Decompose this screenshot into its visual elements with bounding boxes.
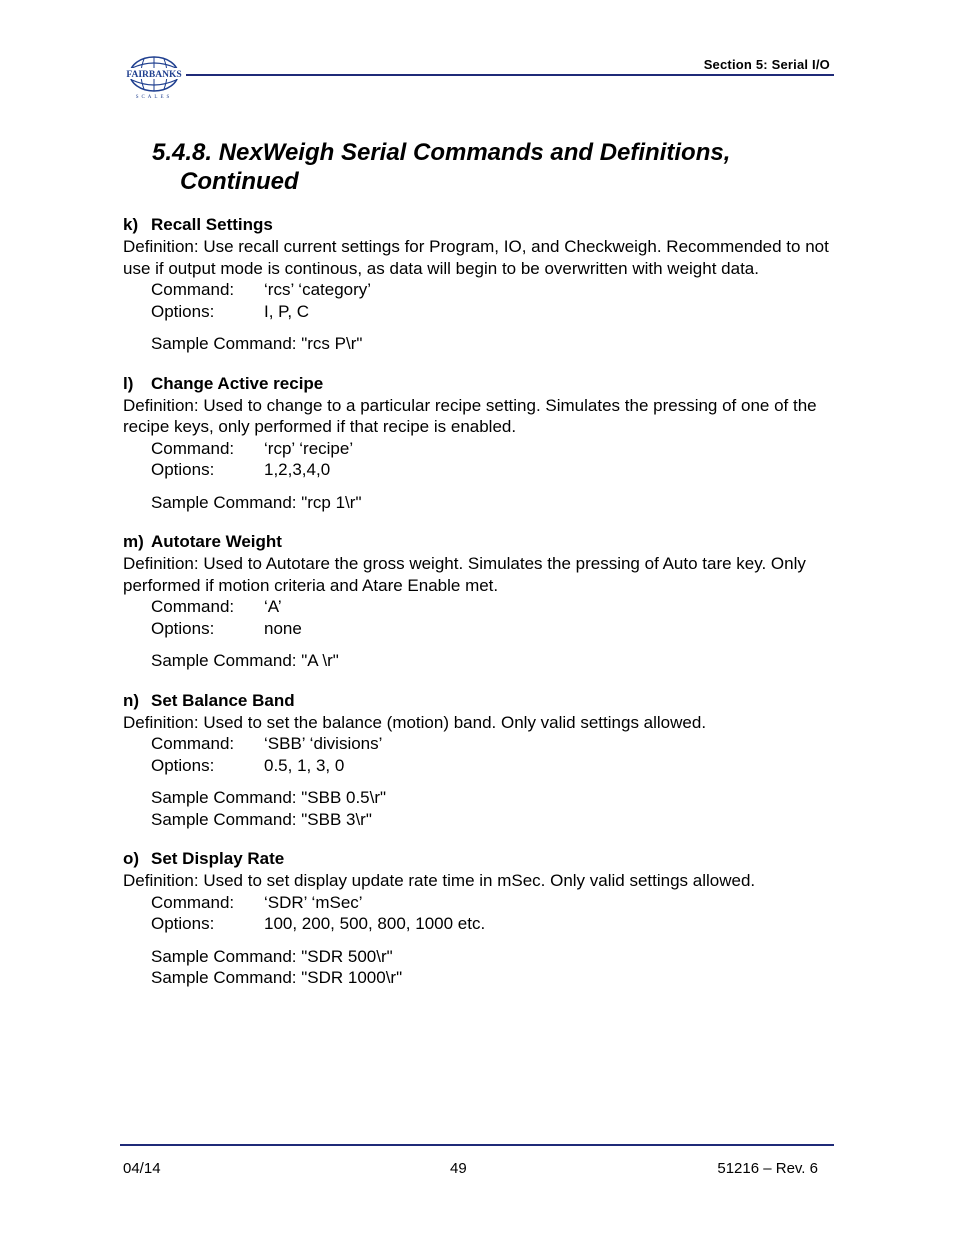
command-label: Command: xyxy=(151,438,235,458)
title-line-1: 5.4.8. NexWeigh Serial Commands and Definitions, xyxy=(152,139,731,166)
command-value: ‘A’ xyxy=(264,597,282,616)
command-value: ‘SBB’ ‘divisions’ xyxy=(264,734,383,753)
sample-command: Sample Command: "SBB 3\r" xyxy=(151,809,372,829)
item-definition: Definition: Used to set display update rate time in mSec. Only valid settings allowed. xyxy=(123,871,756,890)
command-label: Command: xyxy=(151,597,235,616)
header-rule xyxy=(186,74,834,76)
item-change-active-recipe xyxy=(123,373,843,514)
item-letter: k) xyxy=(123,215,139,234)
content xyxy=(123,214,843,989)
logo-subtext: SCALES xyxy=(135,95,173,100)
footer-rule xyxy=(120,1144,834,1146)
sample-command: Sample Command: "SBB 0.5\r" xyxy=(151,788,387,807)
item-heading xyxy=(123,214,843,236)
document-number: 51216 – Rev. 6 xyxy=(717,1160,818,1177)
footer-date: 04/14 xyxy=(123,1160,161,1177)
item-set-display-rate xyxy=(123,848,843,989)
samples xyxy=(123,650,843,672)
fairbanks-logo xyxy=(122,54,186,100)
item-definition: Definition: Used to set the balance (motion) band. Only valid settings allowed. xyxy=(123,712,707,732)
item-title: Autotare Weight xyxy=(151,532,282,551)
item-set-balance-band xyxy=(123,690,843,831)
item-definition: Definition: Used to Autotare the gross weight. Simulates the pressing of Auto tare key. Only performed if motion criteria and Atare Enable met. xyxy=(123,554,806,595)
samples xyxy=(123,946,843,989)
sample-command: Sample Command: "rcs P\r" xyxy=(151,334,363,353)
command-block xyxy=(123,596,843,639)
options-label: Options: xyxy=(151,618,215,638)
options-label: Options: xyxy=(151,914,215,933)
page-title xyxy=(152,138,730,196)
options-value: 0.5, 1, 3, 0 xyxy=(264,755,345,775)
sample-command: Sample Command: "rcp 1\r" xyxy=(151,492,362,512)
options-value: 100, 200, 500, 800, 1000 etc. xyxy=(264,914,486,933)
item-letter: m) xyxy=(123,532,144,551)
item-letter: o) xyxy=(123,849,140,868)
command-label: Command: xyxy=(151,892,235,912)
options-value: none xyxy=(264,618,302,638)
command-block xyxy=(123,733,843,776)
item-heading xyxy=(123,848,843,870)
page-number: 49 xyxy=(450,1160,467,1177)
item-heading xyxy=(123,373,843,395)
item-recall-settings xyxy=(123,214,843,355)
item-definition: Definition: Use recall current settings for Program, IO, and Checkweigh. Recommended to not use if output mode is continous, as data will begin to be overwritten with weight data. xyxy=(123,237,829,278)
command-value: ‘rcp’ ‘recipe’ xyxy=(264,438,354,458)
logo-text: FAIRBANKS xyxy=(126,70,182,80)
command-block xyxy=(123,892,843,935)
item-title: Set Display Rate xyxy=(151,849,285,868)
item-title: Recall Settings xyxy=(151,215,273,234)
command-label: Command: xyxy=(151,280,235,299)
command-value: ‘rcs’ ‘category’ xyxy=(264,280,372,299)
item-heading xyxy=(123,690,843,712)
options-value: I, P, C xyxy=(264,301,310,321)
options-value: 1,2,3,4,0 xyxy=(264,460,331,479)
sample-command: Sample Command: "A \r" xyxy=(151,651,339,670)
item-title: Change Active recipe xyxy=(151,373,324,393)
item-letter: l) xyxy=(123,373,134,393)
sample-command: Sample Command: "SDR 500\r" xyxy=(151,946,393,966)
command-value: ‘SDR’ ‘mSec’ xyxy=(264,892,363,912)
command-label: Command: xyxy=(151,734,235,753)
options-label: Options: xyxy=(151,301,215,321)
command-block xyxy=(123,279,843,322)
item-autotare-weight xyxy=(123,531,843,672)
samples xyxy=(123,492,843,514)
samples xyxy=(123,787,843,830)
sample-command: Sample Command: "SDR 1000\r" xyxy=(151,968,403,987)
options-label: Options: xyxy=(151,460,215,479)
command-block xyxy=(123,438,843,481)
title-line-2: Continued xyxy=(180,168,299,195)
item-definition: Definition: Used to change to a particular recipe setting. Simulates the pressing of one of the recipe keys, only performed if that recipe is enabled. xyxy=(123,395,817,436)
samples xyxy=(123,333,843,355)
section-label: Section 5: Serial I/O xyxy=(703,57,830,72)
item-heading xyxy=(123,531,843,553)
item-title: Set Balance Band xyxy=(151,690,295,710)
options-label: Options: xyxy=(151,755,215,775)
item-letter: n) xyxy=(123,690,140,710)
